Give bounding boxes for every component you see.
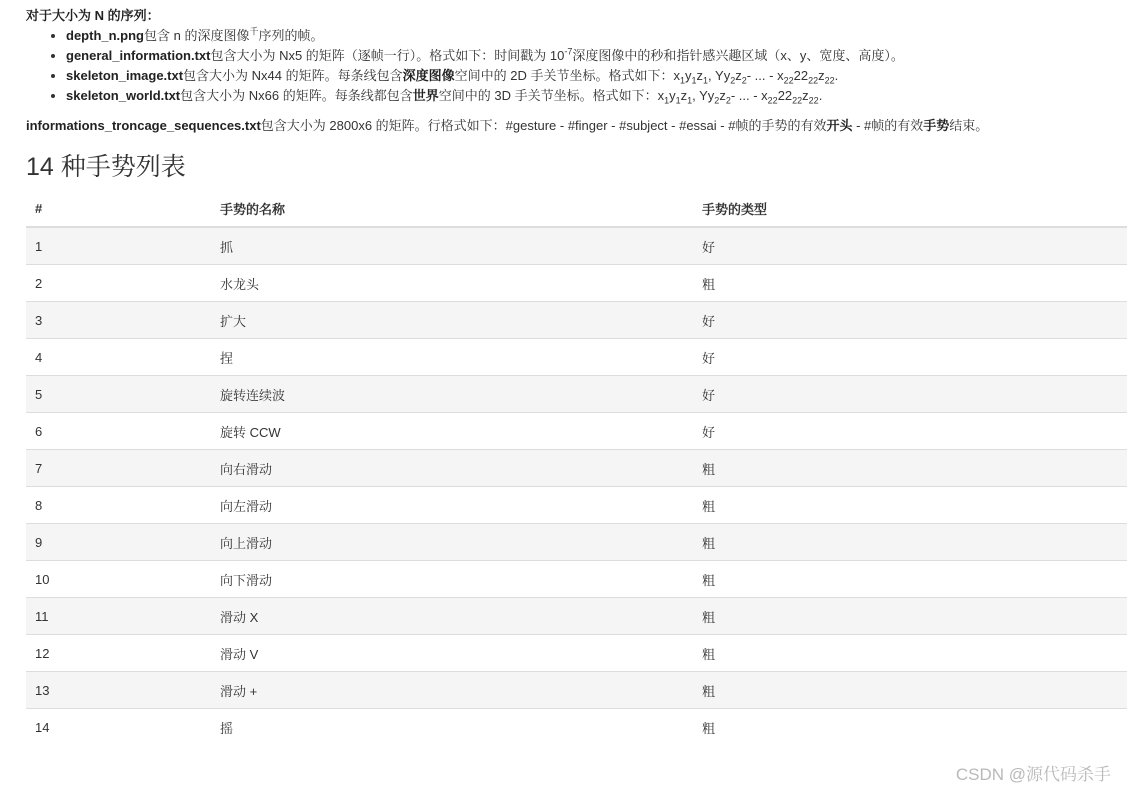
file-desc: 包含大小为 Nx66 的矩阵。每条线都包含 — [180, 88, 413, 103]
file-desc: 包含大小为 Nx44 的矩阵。每条线包含 — [183, 68, 403, 83]
table-row — [26, 672, 1127, 709]
intro-heading: 对于大小为 N 的序列： — [26, 8, 160, 23]
file-name: informations_troncage_sequences.txt — [26, 118, 261, 133]
cell-gesture-name: 滑动 X — [211, 598, 693, 635]
cell-index: 12 — [26, 635, 211, 672]
cell-gesture-name: 向右滑动 — [211, 450, 693, 487]
cell-gesture-name: 向下滑动 — [211, 561, 693, 598]
file-item-depth — [66, 26, 1116, 46]
cell-gesture-type: 粗 — [693, 265, 1127, 302]
table-row — [26, 265, 1127, 302]
cell-index: 5 — [26, 376, 211, 413]
file-name: depth_n.png — [66, 28, 144, 43]
superscript: -7 — [564, 46, 573, 57]
file-desc-end: 序列的帧。 — [258, 28, 324, 43]
cell-index: 8 — [26, 487, 211, 524]
file-list — [26, 26, 1116, 106]
section-title: 14 种手势列表 — [26, 153, 186, 181]
column-header-type: 手势的类型 — [693, 190, 1127, 227]
file-desc: 包含大小为 Nx5 的矩阵（逐帧一行）。格式如下：时间戳为 10 — [210, 48, 565, 63]
cell-index: 1 — [26, 227, 211, 265]
superscript: 千 — [249, 26, 259, 37]
emphasis: 世界 — [412, 88, 439, 103]
troncage-description — [26, 116, 988, 136]
column-header-name: 手势的名称 — [211, 190, 693, 227]
file-desc-end: 深度图像中的秒和指针感兴趣区域（x、y、宽度、高度）。 — [572, 48, 904, 63]
column-header-index: # — [26, 190, 211, 227]
cell-gesture-name: 捏 — [211, 339, 693, 376]
table-row — [26, 709, 1127, 746]
table-row — [26, 450, 1127, 487]
cell-gesture-name: 扩大 — [211, 302, 693, 339]
paragraph-text: - #帧的有效 — [852, 118, 924, 133]
cell-gesture-type: 粗 — [693, 450, 1127, 487]
cell-gesture-type: 粗 — [693, 487, 1127, 524]
cell-index: 6 — [26, 413, 211, 450]
cell-gesture-type: 粗 — [693, 635, 1127, 672]
cell-index: 14 — [26, 709, 211, 746]
cell-gesture-name: 抓 — [211, 227, 693, 265]
table-row — [26, 635, 1127, 672]
file-name: general_information.txt — [66, 48, 211, 63]
cell-index: 9 — [26, 524, 211, 561]
emphasis: 深度图像 — [402, 68, 455, 83]
cell-index: 3 — [26, 302, 211, 339]
emphasis: 手势 — [923, 118, 950, 133]
table-row — [26, 561, 1127, 598]
coordinate-formula: $x_1y_1z_1$, $Yy_2z_2-$ ... - $x_{22}22_{22}z_{22}$. — [673, 68, 839, 86]
cell-gesture-type: 粗 — [693, 598, 1127, 635]
cell-index: 11 — [26, 598, 211, 635]
table-row — [26, 413, 1127, 450]
cell-index: 10 — [26, 561, 211, 598]
cell-index: 7 — [26, 450, 211, 487]
file-desc-end: 空间中的 2D 手关节坐标。格式如下： — [454, 68, 674, 83]
file-desc-end: 空间中的 3D 手关节坐标。格式如下： — [438, 88, 658, 103]
cell-gesture-type: 粗 — [693, 672, 1127, 709]
cell-gesture-name: 滑动 V — [211, 635, 693, 672]
paragraph-text: 包含大小为 2800x6 的矩阵。行格式如下：#gesture - #finger - #subject - #essai - #帧的手势的有效 — [260, 118, 827, 133]
cell-gesture-type: 粗 — [693, 561, 1127, 598]
file-name: skeleton_world.txt — [66, 88, 181, 103]
cell-gesture-name: 向上滑动 — [211, 524, 693, 561]
coordinate-formula: $x_1y_1z_1$, $Yy_2z_2-$ ... - $x_{22}22_{22}z_{22}$. — [657, 88, 823, 106]
table-body — [26, 227, 1127, 745]
cell-gesture-type: 好 — [693, 339, 1127, 376]
cell-gesture-type: 粗 — [693, 709, 1127, 746]
table-row — [26, 339, 1127, 376]
cell-index: 13 — [26, 672, 211, 709]
gesture-table — [26, 190, 1127, 745]
table-row — [26, 227, 1127, 265]
cell-index: 4 — [26, 339, 211, 376]
cell-gesture-name: 水龙头 — [211, 265, 693, 302]
cell-gesture-name: 向左滑动 — [211, 487, 693, 524]
watermark: CSDN @源代码杀手 — [955, 765, 1111, 784]
file-name: skeleton_image.txt — [66, 68, 184, 83]
table-row — [26, 524, 1127, 561]
cell-index: 2 — [26, 265, 211, 302]
file-item-general-information — [66, 46, 1116, 66]
table-row — [26, 302, 1127, 339]
cell-gesture-type: 好 — [693, 376, 1127, 413]
table-header-row — [26, 190, 1127, 227]
sequence-description — [26, 6, 1116, 106]
table-row — [26, 487, 1127, 524]
cell-gesture-type: 好 — [693, 302, 1127, 339]
cell-gesture-type: 好 — [693, 227, 1127, 265]
cell-gesture-name: 旋转 CCW — [211, 413, 693, 450]
cell-gesture-name: 旋转连续波 — [211, 376, 693, 413]
emphasis: 开头 — [826, 118, 853, 133]
file-item-skeleton-world — [66, 86, 1116, 106]
cell-gesture-type: 好 — [693, 413, 1127, 450]
table-row — [26, 376, 1127, 413]
cell-gesture-name: 摇 — [211, 709, 693, 746]
file-desc: 包含 n 的深度图像 — [144, 28, 250, 43]
file-item-skeleton-image — [66, 66, 1116, 86]
cell-gesture-type: 粗 — [693, 524, 1127, 561]
cell-gesture-name: 滑动 + — [211, 672, 693, 709]
table-row — [26, 598, 1127, 635]
paragraph-text: 结束。 — [949, 118, 989, 133]
